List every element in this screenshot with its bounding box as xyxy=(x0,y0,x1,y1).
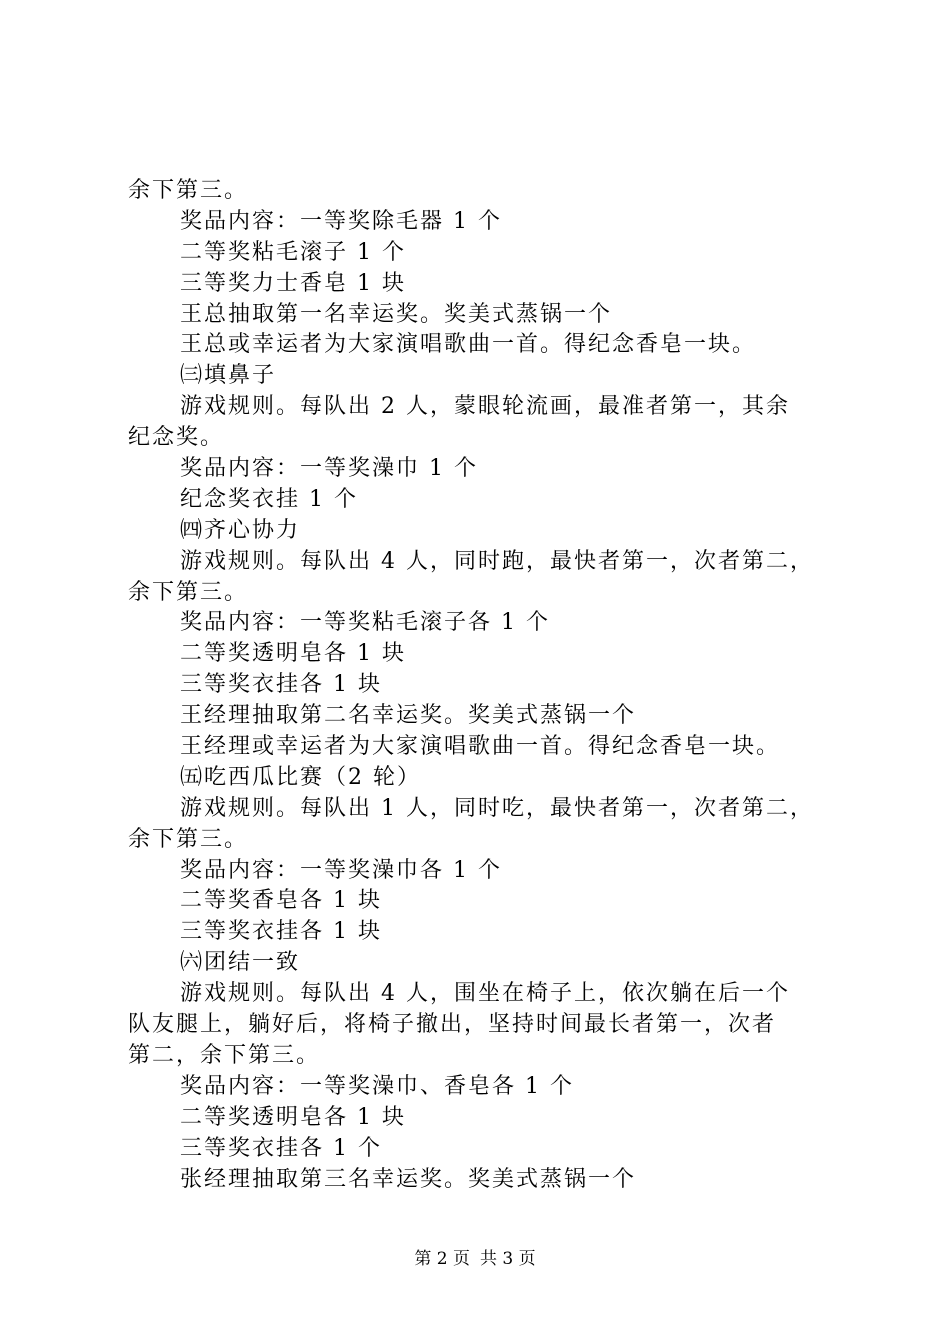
text-line: ㈢填鼻子 xyxy=(180,363,277,389)
text-line: 王总抽取第一名幸运奖。奖美式蒸锅一个 xyxy=(180,301,613,327)
text-line: 纪念奖衣挂 1 个 xyxy=(180,486,358,512)
text-line: ㈥团结一致 xyxy=(180,950,301,976)
text-line: 第二，余下第三。 xyxy=(128,1042,321,1068)
text-line: 王总或幸运者为大家演唱歌曲一首。得纪念香皂一块。 xyxy=(180,332,757,358)
text-line: 三等奖衣挂各 1 块 xyxy=(180,919,382,945)
page-total: 共 3 页 xyxy=(480,1249,536,1269)
text-line: 队友腿上，躺好后，将椅子撤出，坚持时间最长者第一，次者 xyxy=(128,1012,777,1038)
text-line: 二等奖透明皂各 1 块 xyxy=(180,641,406,667)
text-line: 王经理抽取第二名幸运奖。奖美式蒸锅一个 xyxy=(180,703,637,729)
text-line: 三等奖衣挂各 1 个 xyxy=(180,1135,382,1161)
text-line: 三等奖衣挂各 1 块 xyxy=(180,672,382,698)
text-line: 奖品内容：一等奖粘毛滚子各 1 个 xyxy=(180,610,550,636)
text-line: 游戏规则。每队出 4 人，同时跑，最快者第一，次者第二， xyxy=(180,548,814,574)
text-line: 纪念奖。 xyxy=(128,425,225,451)
text-line: 三等奖力士香皂 1 块 xyxy=(180,270,406,296)
page-number: 第 2 页 xyxy=(414,1249,470,1269)
text-line: ㈤吃西瓜比赛（2 轮） xyxy=(180,764,421,790)
text-line: 二等奖粘毛滚子 1 个 xyxy=(180,239,406,265)
text-line: 奖品内容：一等奖澡巾 1 个 xyxy=(180,456,478,482)
text-line: 王经理或幸运者为大家演唱歌曲一首。得纪念香皂一块。 xyxy=(180,734,781,760)
text-line: 游戏规则。每队出 1 人，同时吃，最快者第一，次者第二， xyxy=(180,795,814,821)
text-line: 余下第三。 xyxy=(128,826,249,852)
text-line: 游戏规则。每队出 2 人，蒙眼轮流画，最准者第一，其余 xyxy=(180,394,790,420)
text-line: 二等奖透明皂各 1 块 xyxy=(180,1104,406,1130)
text-line: 游戏规则。每队出 4 人，围坐在椅子上，依次躺在后一个 xyxy=(180,981,790,1007)
text-line: 张经理抽取第三名幸运奖。奖美式蒸锅一个 xyxy=(180,1166,637,1192)
text-line: ㈣齐心协力 xyxy=(180,517,301,543)
text-line: 奖品内容：一等奖澡巾各 1 个 xyxy=(180,857,502,883)
text-line: 余下第三。 xyxy=(128,178,249,203)
text-line: 奖品内容：一等奖澡巾、香皂各 1 个 xyxy=(180,1073,574,1099)
text-line: 奖品内容：一等奖除毛器 1 个 xyxy=(180,208,502,234)
text-line: 二等奖香皂各 1 块 xyxy=(180,888,382,914)
page-footer xyxy=(0,1244,950,1269)
document-body xyxy=(128,176,848,1195)
text-line: 余下第三。 xyxy=(128,579,249,605)
